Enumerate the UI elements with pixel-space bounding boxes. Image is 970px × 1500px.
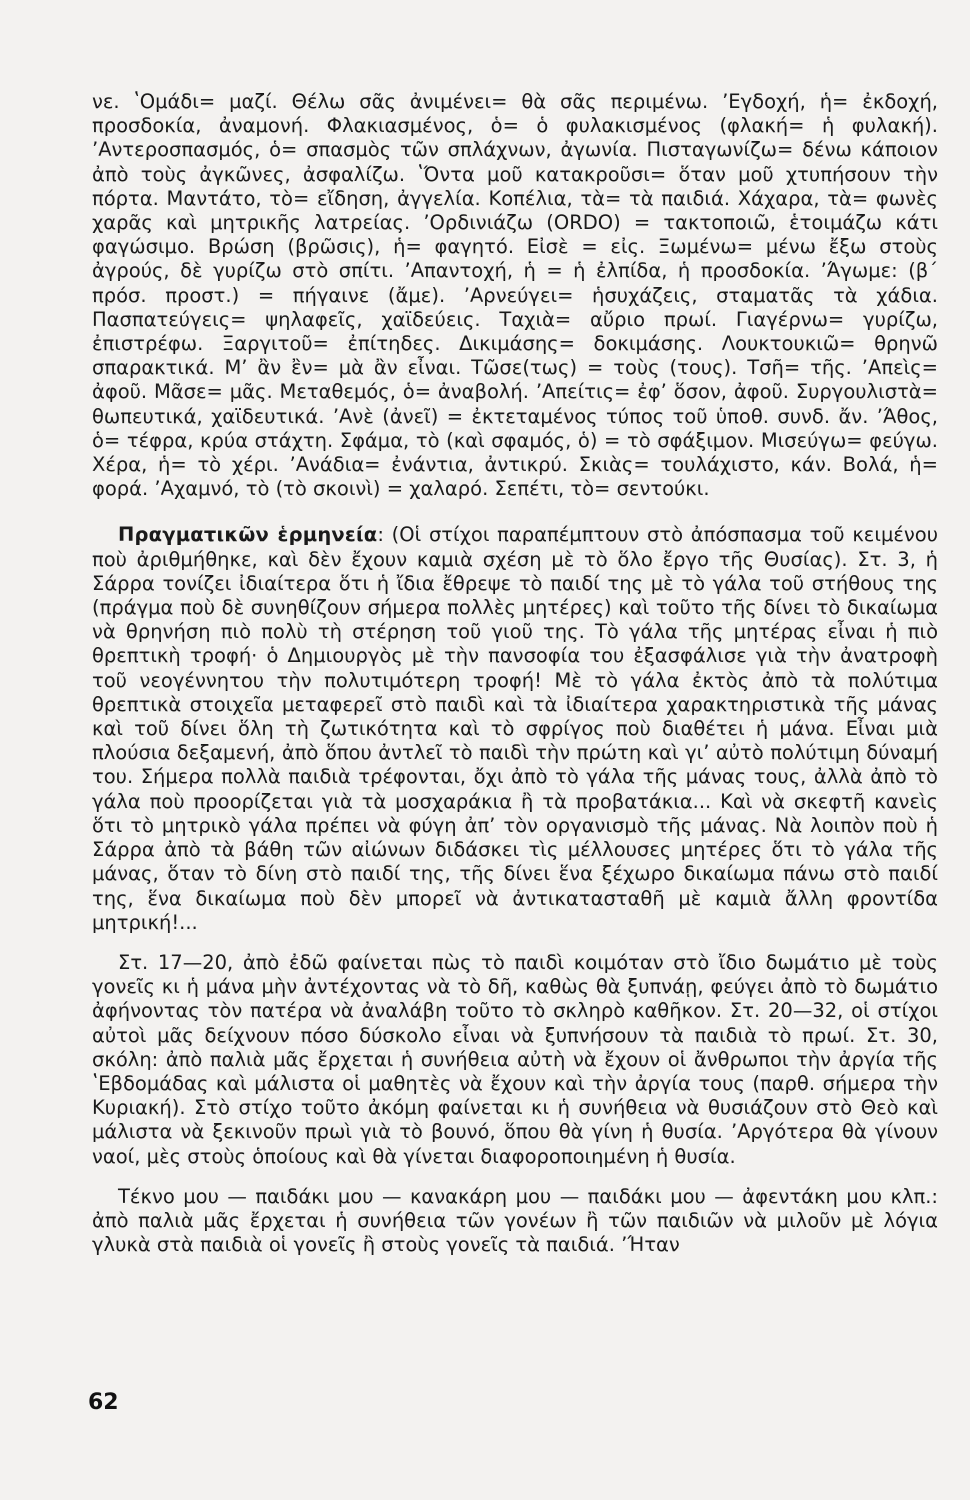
section-heading: Πραγματικῶν ἑρμηνεία bbox=[118, 523, 378, 547]
page-content bbox=[92, 90, 938, 1430]
glossary-paragraph: νε. ʽΟμάδι= μαζί. Θέλω σᾶς ἀνιμένει= θὰ σᾶς περιμένω. ʼΕγδοχή, ἡ= ἐκδοχή, προσδοκία, ἀναμονή. Φλακιασμένος, ὁ= ὁ φυλακισμένος (φλακή= ἡ φυλακή). ʼΑντεροσπασμός, ὁ= σπασμὸς τῶν σπλάχνων, ἀγωνία. Πισταγωνίζω= δένω κάποιον ἀπὸ τοὺς ἀγκῶνες, ἀσφαλίζω. ʽΌντα μοῦ κατακροῦσι= ὅταν μοῦ χτυπήσουν τὴν πόρτα. Μαντάτο, τὸ= εἴδηση, ἀγγελία. Κοπέλια, τὰ= τὰ παιδιά. Χάχαρα, τὰ= φωνὲς χαρᾶς καὶ μητρικῆς λατρείας. ʼΟρδινιάζω (ORDO) = τακτοποιῶ, ἑτοιμάζω κάτι φαγώσιμο. Βρώση (βρῶσις), ἡ= φαγητό. Εἰσὲ = εἰς. Ξωμένω= μένω ἔξω στοὺς ἀγρούς, δὲ γυρίζω στὸ σπίτι. ʼΑπαντοχή, ἡ = ἡ ἐλπίδα, ἡ προσδοκία. ʼΆγωμε: (β΄ πρόσ. προστ.) = πήγαινε (ἄμε). ʼΑρνεύγει= ἡσυχάζεις, σταματᾶς τὰ χάδια. Πασπατεύγεις= ψηλαφεῖς, χαϊδεύεις. Ταχιὰ= αὔριο πρωί. Γιαγέρνω= γυρίζω, ἐπιστρέφω. Ξαργιτοῦ= ἐπίτηδες. Δικιμάσης= δοκιμάσης. Λουκτουκιῶ= θρηνῶ σπαρακτικά. Μʼ ἂν ἒν= μὰ ἂν εἶναι. Τῶσε(τως) = τοὺς (τους). Τσῆ= τῆς. ʼΑπεὶς= ἀφοῦ. Μᾶσε= μᾶς. Μεταθεμός, ὁ= ἀναβολή. ʼΑπείτις= ἐφʼ ὅσον, ἀφοῦ. Συργουλιστὰ= θωπευτικά, χαϊδευτικά. ʼΑνὲ (ἀνεῖ) = ἐκτεταμένος τύπος τοῦ ὑποθ. συνδ. ἄν. ʼΆθος, ὁ= τέφρα, κρύα στάχτη. Σφάμα, τὸ (καὶ σφαμός, ὁ) = τὸ σφάξιμον. Μισεύγω= φεύγω. Χέρα, ἡ= τὸ χέρι. ʼΑνάδια= ἐνάντια, ἀντικρύ. Σκιὰς= τουλάχιστο, κάν. Βολά, ἡ= φορά. ʼΑχαμνό, τὸ (τὸ σκοινὶ) = χαλαρό. Σεπέτι, τὸ= σεντούκι. bbox=[92, 90, 938, 501]
interpretation-paragraph-1 bbox=[92, 523, 938, 934]
interpretation-paragraph-1-text: : (Οἱ στίχοι παραπέμπτουν στὸ ἀπόσπασμα τοῦ κειμένου ποὺ ἀριθμήθηκε, καὶ δὲν ἔχουν καμιὰ σχέση μὲ τὸ ὅλο ἔργο τῆς Θυσίας). Στ. 3, ἡ Σάρρα τονίζει ἰδιαίτερα ὅτι ἡ ἴδια ἔθρεψε τὸ παιδί της μὲ τὸ γάλα τοῦ στήθους της (πράγμα ποὺ δὲ συνηθίζουν σήμερα πολλὲς μητέρες) καὶ τοῦτο τῆς δίνει τὸ δικαίωμα νὰ θρηνήση πιὸ πολὺ τὴ στέρηση τοῦ γιοῦ της. Τὸ γάλα τῆς μητέρας εἶναι ἡ πιὸ θρεπτικὴ τροφή· ὁ Δημιουργὸς μὲ τὴν πανσοφία του ἐξασφάλισε γιὰ τὴν ἀνατροφὴ τοῦ νεογέννητου τὴν πολυτιμότερη τροφή! Μὲ τὸ γάλα ἐκτὸς ἀπὸ τὰ πολύτιμα θρεπτικὰ στοιχεῖα μεταφερεῖ στὸ παιδὶ καὶ τὰ ἰδιαίτερα χαρακτηριστικὰ τῆς μάνας καὶ τοῦ δίνει ὅλη τὴ ζωτικότητα καὶ τὸ σφρίγος ποὺ διαθέτει ἡ μάνα. Εἶναι μιὰ πλούσια δεξαμενή, ἀπὸ ὅπου ἀντλεῖ τὸ παιδὶ τὴν πρώτη καὶ γιʼ αὐτὸ πολύτιμη δύναμή του. Σήμερα πολλὰ παιδιὰ τρέφονται, ὄχι ἀπὸ τὸ γάλα τῆς μάνας τους, ἀλλὰ ἀπὸ τὸ γάλα ποὺ προορίζεται γιὰ τὰ μοσχαράκια ἢ τὰ προβατάκια... Καὶ νὰ σκεφτῆ κανεὶς ὅτι τὸ μητρικὸ γάλα πρέπει νὰ φύγη ἀπʼ τὸν οργανισμὸ τῆς μάνας. Νὰ λοιπὸν ποὺ ἡ Σάρρα ἀπὸ τὰ βάθη τῶν αἰώνων διδάσκει τὶς μέλλουσες μητέρες ὅτι τὸ γάλα τῆς μάνας, ὅταν τὸ δίνη στὸ παιδί της, τῆς δίνει ἕνα ξέχωρο δικαίωμα πάνω στὸ παιδί της, ἕνα δικαίωμα ποὺ δὲν μπορεῖ νὰ ἀντικατασταθῆ μὲ καμιὰ ἄλλη φροντίδα μητρική!... bbox=[92, 523, 938, 934]
page-number: 62 bbox=[88, 1390, 119, 1415]
interpretation-paragraph-3: Τέκνο μου — παιδάκι μου — κανακάρη μου — παιδάκι μου — ἀφεντάκη μου κλπ.: ἀπὸ παλιὰ μᾶς ἔρχεται ἡ συνήθεια τῶν γονέων ἢ τῶν παιδιῶν νὰ μιλοῦν μὲ λόγια γλυκὰ στὰ παιδιὰ οἱ γονεῖς ἢ στοὺς γονεῖς τὰ παιδιά. ʼΉταν bbox=[92, 1184, 938, 1257]
interpretations-section bbox=[92, 523, 938, 1257]
interpretation-paragraph-2: Στ. 17—20, ἀπὸ ἐδῶ φαίνεται πὼς τὸ παιδὶ κοιμόταν στὸ ἴδιο δωμάτιο μὲ τοὺς γονεῖς κι ἡ μάνα μὴν ἀντέχοντας νὰ τὸ δῆ, καθὼς θὰ ξυπνάῃ, φεύγει ἀπὸ τὸ δωμάτιο ἀφήνοντας τὸν πατέρα νὰ ἀναλάβη τοῦτο τὸ σκληρὸ καθῆκον. Στ. 20—32, οἱ στίχοι αὐτοὶ μᾶς δείχνουν πόσο δύσκολο εἶναι νὰ ξυπνήσουν τὰ παιδιὰ τὸ πρωί. Στ. 30, σκόλη: ἀπὸ παλιὰ μᾶς ἔρχεται ἡ συνήθεια αὐτὴ νὰ ἔχουν οἱ ἄνθρωποι τὴν ἀργία τῆς ʽΕβδομάδας καὶ μάλιστα οἱ μαθητὲς νὰ ἔχουν καὶ τὴν ἀργία τους (παρθ. σήμερα τὴν Κυριακή). Στὸ στίχο τοῦτο ἀκόμη φαίνεται κι ἡ συνήθεια νὰ θυσιάζουν στὸ Θεὸ καὶ μάλιστα νὰ ξεκινοῦν πρωὶ γιὰ τὸ βουνό, ὅπου θὰ γίνη ἡ θυσία. ʼΑργότερα θὰ γίνουν ναοί, μὲς στοὺς ὁποίους καὶ θὰ γίνεται διαφοροποιημένη ἡ θυσία. bbox=[92, 950, 938, 1168]
